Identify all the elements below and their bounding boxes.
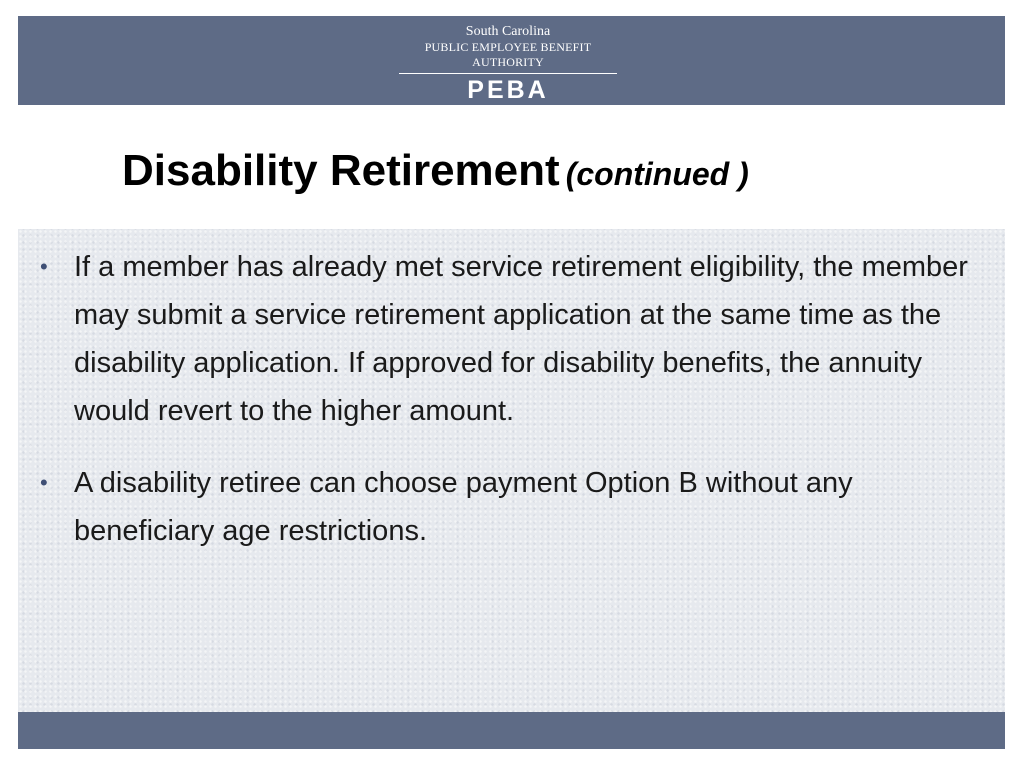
slide xyxy=(18,16,1005,749)
logo-divider xyxy=(399,73,617,74)
slide-title-main: Disability Retirement xyxy=(122,146,560,195)
bullet-marker-icon: • xyxy=(40,470,48,495)
logo-state-name: South Carolina xyxy=(465,24,551,39)
title-area xyxy=(18,105,1005,229)
footer-band xyxy=(18,712,1005,749)
logo-acronym: PEBA xyxy=(467,76,549,104)
peba-logo xyxy=(388,24,628,104)
bullet-item xyxy=(32,459,977,555)
content-area xyxy=(18,229,1005,712)
bullet-marker-icon: • xyxy=(40,254,48,279)
bullet-text: A disability retiree can choose payment Option B without any beneficiary age restrictions. xyxy=(74,467,853,547)
bullet-text: If a member has already met service retirement eligibility, the member may submit a service retirement application at the same time as the disability application. If approved for disability benefits, the annuity would revert to the higher amount. xyxy=(74,251,968,427)
logo-organization-name: PUBLIC EMPLOYEE BENEFIT AUTHORITY xyxy=(424,40,592,69)
header-band xyxy=(18,16,1005,105)
slide-title xyxy=(122,145,749,200)
slide-title-suffix: (continued ) xyxy=(565,156,749,192)
bullet-list xyxy=(32,243,977,579)
bullet-item xyxy=(32,243,977,435)
